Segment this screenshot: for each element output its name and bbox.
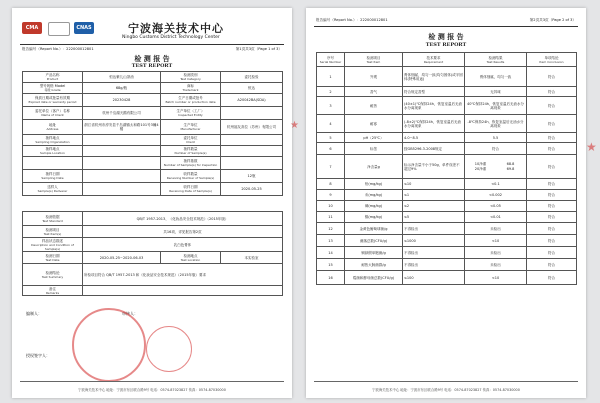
test-item: 外观 [345,67,403,87]
info-value: 12瓶 [221,170,283,183]
report-header [22,16,284,46]
info-value: 2020-05-25 [221,183,283,196]
results-table [316,52,577,285]
test-result: 膏体细腻，均匀一致 [465,67,527,87]
info-value [83,170,161,183]
item-conclusion: 符合 [527,190,577,201]
item-conclusion: 符合 [527,115,577,133]
info-label: 生产单位（工厂） Inspected Entity [161,107,221,120]
info-value [221,135,283,146]
info-row [23,183,283,196]
info-row [23,83,283,94]
info-value [83,183,161,196]
results-row [317,115,577,133]
header-requirement: 技术要求 Requirement [403,53,465,67]
info-label: 委托单位（客户）名称 Name of Client [23,107,83,120]
test-item: 霉菌和酵母菌总数(CFU/g) [345,271,403,285]
info-value [83,157,161,170]
summary-value: 所检项目符合 QB/T 1957-2013 和《化妆品安全技术规范》（2015年版）要求 [83,264,283,286]
test-item: 耐寒 [345,115,403,133]
items-value: 共16项，详见报告第2页 [83,226,283,238]
test-result: <0.1 [465,179,527,190]
results-row [317,212,577,223]
serial-number: 15 [317,259,345,271]
info-label: 地址 Address [23,120,83,135]
report-info-table [22,71,283,196]
info-row [23,72,283,83]
serial-number: 8 [317,179,345,190]
info-row [23,146,283,157]
remarks-label: 备注 Remarks [23,286,83,296]
header-rule [20,44,284,45]
description-value: 乳白色膏体 [83,238,283,252]
test-result: 5.5 [465,133,527,143]
info-value: 恒达 [221,83,283,94]
info-row [23,107,283,120]
results-row [317,179,577,190]
test-result [465,155,527,179]
net-content-value: 68.8 [506,162,515,166]
results-row [317,271,577,285]
results-row [317,67,577,87]
results-row [317,155,577,179]
serial-number: 6 [317,143,345,155]
remarks-value [83,286,283,296]
info-value: 委托检验 [221,72,283,83]
info-label: 检测类别 Test Category [161,72,221,83]
ilac-logo [48,22,70,36]
signature-seal [146,326,192,372]
test-item: 汞(mg/kg) [345,190,403,201]
item-conclusion: 符合 [527,143,577,155]
test-item: 菌落总数(CFU/g) [345,235,403,247]
info-value [83,135,161,146]
test-location-label: 检测地点 Test Location [161,252,221,264]
info-label: 委托单位 Client [161,135,221,146]
serial-number: 11 [317,212,345,223]
info-value: 恒达紫儿山茶油 [83,72,161,83]
report-page-2 [306,8,586,398]
test-result: 未检出 [465,223,527,235]
requirement: ≤10 [403,179,465,190]
item-conclusion: 符合 [527,259,577,271]
test-result: <10 [465,271,527,285]
description-label: 样品状态描述 Description and Condition of Sample(s) [23,238,83,252]
requirement: ≤100 [403,271,465,285]
test-result: <0.01 [465,212,527,223]
test-result: 未检出 [465,247,527,259]
requirement: ≤5 [403,212,465,223]
item-conclusion: 符合 [527,133,577,143]
report-number: 报告编号（Report No.）：2220000128​01 [316,18,388,22]
requirement: 不得检出 [403,247,465,259]
requirement: 符合规定香型 [403,87,465,97]
serial-number: 13 [317,235,345,247]
report-page-1 [12,8,292,398]
test-result: 无异味 [465,87,527,97]
serial-number: 5 [317,133,345,143]
info-row [23,135,283,146]
info-value [221,146,283,157]
test-item: 铅(mg/kg) [345,179,403,190]
item-conclusion: 符合 [527,179,577,190]
edge-seal-mark: ★ [586,140,597,154]
header-serial: 序号 Serial Number [317,53,345,67]
item-conclusion: 符合 [527,235,577,247]
test-result: 未检出 [465,259,527,271]
item-conclusion: 符合 [527,271,577,285]
requirement: ≤2 [403,201,465,212]
info-value [83,146,161,157]
requirement: 膏体细腻，均匀一致(均匀固体)或半固体(特殊用途) [403,67,465,87]
report-title: 检 测 报 告 [134,54,170,63]
basis-label: 检测依据 Test Standard [23,212,83,226]
serial-number: 12 [317,223,345,235]
cma-logo: CMA [22,22,42,34]
info-label: 送样人 Sample(s) Deliverer [23,183,83,196]
item-conclusion: 符合 [527,97,577,115]
results-row [317,190,577,201]
edge-seal-mark: ★ [290,120,299,131]
test-item: 耐热 [345,97,403,115]
report-title-en: TEST REPORT [425,42,467,48]
test-result: <0.05 [465,201,527,212]
test-result: <10 [465,235,527,247]
test-item: 标签 [345,143,403,155]
serial-number: 16 [317,271,345,285]
info-row [23,170,283,183]
results-row [317,97,577,115]
results-row [317,235,577,247]
net-content-grid [466,162,525,171]
info-value: 68g/瓶 [83,83,161,94]
page-footer: 宁波海关技术中心 地址：宁波市东区联合路9号 电话：0574-87023827 传真：0574-87030000 [372,388,520,392]
info-label: 抽样日期 Sampling Date [23,170,83,183]
reviewer-signature-label: 审核人： [122,311,138,316]
footer-rule [20,381,284,382]
info-label: 生产单位 Manufacturer [161,120,221,135]
requirement: ≤1 [403,190,465,201]
results-row [317,201,577,212]
report-title-en: TEST REPORT [131,63,173,69]
results-row [317,87,577,97]
info-label: 收样日期 Receiving Date of Sample(s) [161,183,221,196]
test-date-label: 检测日期 Test Date [23,252,83,264]
header-results: 检测结果 Test Results [465,53,527,67]
requirement: 不得检出 [403,223,465,235]
report-number: 报告编号（Report No.）：2220000128​01 [22,47,94,51]
info-label: 生产日期或批号 Batch number or production date [161,94,221,107]
requirement: 不得检出 [403,259,465,271]
cnas-logo: CNAS [74,22,94,34]
info-value: 杭州福友高位（苏州）有限公司 [221,120,283,135]
footer-rule [314,381,578,382]
authorized-signature-label: 授权签字人： [26,353,50,358]
test-item: 砷(mg/kg) [345,201,403,212]
serial-number: 14 [317,247,345,259]
test-result: -8℃保持24h，恢复室温后无油水分离现象 [465,115,527,133]
requirement: 4.0~8.5 [403,133,465,143]
requirement: (-8±2)℃保持24h，恢复室温后无油水分离现象 [403,115,465,133]
test-date-value: 2020-05-25~2020-06-03 [83,252,161,264]
info-row [23,120,283,135]
item-conclusion: 符合 [527,87,577,97]
serial-number: 10 [317,201,345,212]
results-row [317,259,577,271]
info-label: 保质日期或批量有效期 Expired date or warranty period [23,94,83,107]
info-label [23,157,83,170]
test-item: 镉(mg/kg) [345,212,403,223]
report-detail-table [22,211,283,296]
test-item: pH（25℃） [345,133,403,143]
header-item: 检测项目 Test Item [345,53,403,67]
center-name-en: Ningbo Customs District Technology Center [122,35,220,40]
item-conclusion: 符合 [527,247,577,259]
item-conclusion: 符合 [527,67,577,87]
test-result: 符合 [465,143,527,155]
serial-number: 2 [317,87,345,97]
requirement: (40±1)℃保持24h，恢复室温后无油水分离现象 [403,97,465,115]
results-row [317,133,577,143]
results-row [317,247,577,259]
serial-number: 1 [317,67,345,87]
serial-number: 7 [317,155,345,179]
info-value: A20042BA(SDA) [221,94,283,107]
item-conclusion: 符合 [527,223,577,235]
info-value: 杭州千岛湖天鹅有限公司 [83,107,161,120]
test-location-value: 本实验室 [221,252,283,264]
item-conclusion: 符合 [527,155,577,179]
basis-value: QB/T 1957-2013、《化妆品安全技术规范》（2015年版） [83,212,283,226]
test-item: 香气 [345,87,403,97]
page-number: 第1页共3页（Page 1 of 3） [235,47,282,51]
info-label: 商标 Trademark [161,83,221,94]
items-label: 检测项目 Test Item(s) [23,226,83,238]
info-value: 浙江省杭州市淳安县千岛湖镇太和路101号3幢4楼 [83,120,161,135]
test-item: 铜绿假单胞菌/g [345,247,403,259]
info-label: 收样数量 Receiving Number of Sample(s) [161,170,221,183]
info-label: 产品名称 Product [23,72,83,83]
official-seal [72,308,146,382]
center-name: 宁波海关技术中心 [128,22,224,35]
page-footer: 宁波海关技术中心 地址：宁波市东区联合路9号 电话：0574-87023827 传真：0574-87030000 [78,388,226,392]
results-row [317,223,577,235]
serial-number: 4 [317,115,345,133]
info-row [23,94,283,107]
header-rule [314,26,578,27]
serial-number: 9 [317,190,345,201]
info-label: 抽样基数 Number of Sample(s) for Inspection [161,157,221,170]
info-row [23,157,283,170]
report-title: 检 测 报 告 [428,32,464,41]
item-conclusion: 符合 [527,212,577,223]
info-label: 型号规格 Model 等级 Grade [23,83,83,94]
item-conclusion: 符合 [527,201,577,212]
info-label: 抽样地点 Sampling Organization [23,135,83,146]
test-item: 金黄色葡萄球菌/g [345,223,403,235]
net-content-value: 69.8 [506,167,515,171]
info-label: 抽样数量 Number of Sample(s) [161,146,221,157]
info-value: 20230428 [83,94,161,107]
header-conclusion: 单项结论 Item Conclusion [527,53,577,67]
info-value [221,157,283,170]
requirement: ≤1000 [403,235,465,247]
requirement: 按GB5296.3-2008规定 [403,143,465,155]
test-item: 耐热大肠菌群/g [345,259,403,271]
author-signature-label: 编制人： [26,311,42,316]
results-row [317,143,577,155]
test-result: 40℃保持24h，恢复室温后无油水分离现象 [465,97,527,115]
test-result: <0.002 [465,190,527,201]
test-item: 净含量g [345,155,403,179]
net-content-label: 10净重 [474,162,487,166]
serial-number: 3 [317,97,345,115]
requirement: 标示净含量不小于50g，单件误差不超过9% [403,155,465,179]
summary-label: 检测结论 Test Summary [23,264,83,286]
info-value [221,107,283,120]
info-label: 抽样地点 Sample Location [23,146,83,157]
net-content-label: 20净重 [474,167,487,171]
page-number: 第2页共3页（Page 2 of 3） [529,18,576,22]
